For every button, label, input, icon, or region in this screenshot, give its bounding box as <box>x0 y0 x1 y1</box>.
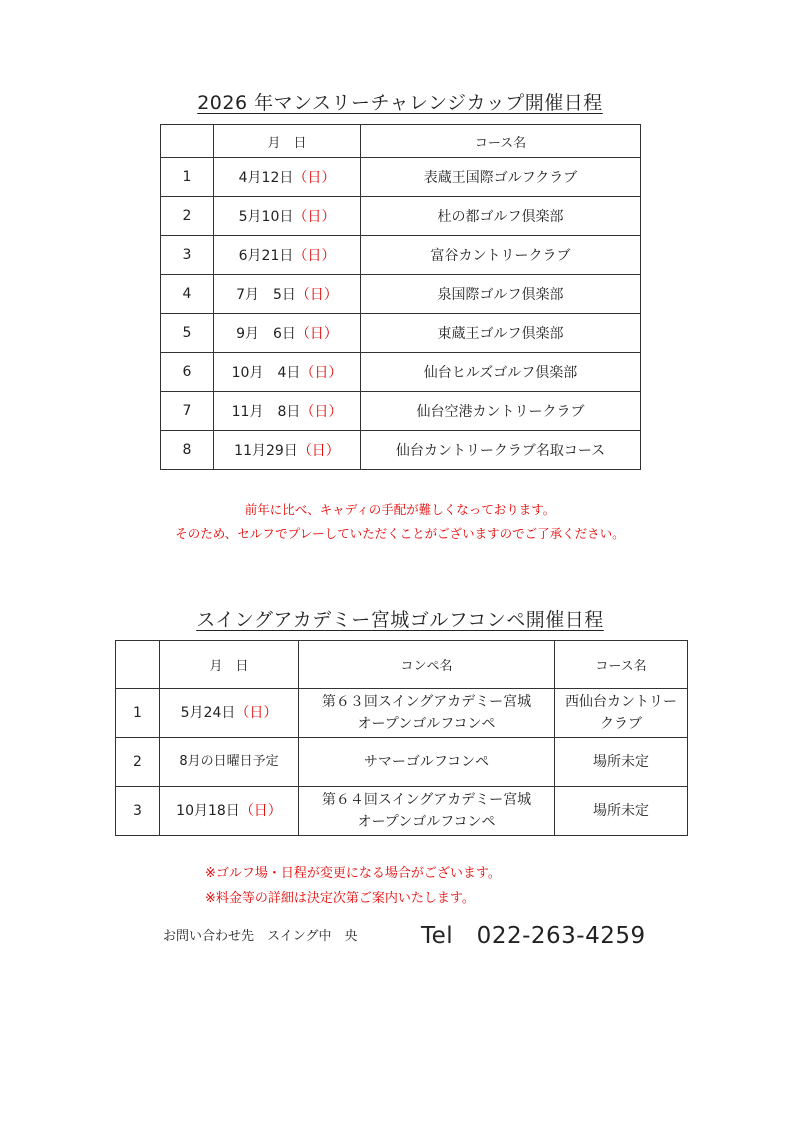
row-course: 場所未定 <box>555 738 688 787</box>
row-no: 3 <box>116 787 160 836</box>
table-row <box>161 353 641 392</box>
row-name: 第６３回スイングアカデミー宮城 オープンゴルフコンペ <box>299 689 555 738</box>
row-no: 5 <box>161 314 214 353</box>
monthly-schedule-table <box>160 124 641 470</box>
monthly-title: 2026 年マンスリーチャレンジカップ開催日程 <box>197 92 603 114</box>
table-header-row <box>116 641 688 689</box>
row-date: 7月 5日（日） <box>214 275 361 314</box>
table-row <box>161 236 641 275</box>
row-date: 4月12日（日） <box>214 158 361 197</box>
row-no: 6 <box>161 353 214 392</box>
table-row <box>161 275 641 314</box>
row-no: 7 <box>161 392 214 431</box>
caddie-notice-line2: そのため、セルフでプレーしていただくことがございますのでご了承ください。 <box>175 526 625 541</box>
row-name: 第６４回スイングアカデミー宮城 オープンゴルフコンペ <box>299 787 555 836</box>
row-course: 西仙台カントリー クラブ <box>555 689 688 738</box>
row-no: 8 <box>161 431 214 470</box>
row-no: 2 <box>161 197 214 236</box>
row-date: 8月の日曜日予定 <box>160 738 299 787</box>
row-course: 東蔵王ゴルフ倶楽部 <box>361 314 641 353</box>
header-date: 月 日 <box>214 125 361 158</box>
row-date: 10月 4日（日） <box>214 353 361 392</box>
row-course: 泉国際ゴルフ倶楽部 <box>361 275 641 314</box>
competition-title: スイングアカデミー宮城ゴルフコンペ開催日程 <box>196 609 604 631</box>
row-course: 表蔵王国際ゴルフクラブ <box>361 158 641 197</box>
table-row <box>161 158 641 197</box>
table-header-row <box>161 125 641 158</box>
table-row <box>161 431 641 470</box>
header-name: コンペ名 <box>299 641 555 689</box>
header-course: コース名 <box>361 125 641 158</box>
table-row <box>161 314 641 353</box>
row-date: 10月18日（日） <box>160 787 299 836</box>
change-notice: ※ゴルフ場・日程が変更になる場合がございます。 <box>205 866 501 881</box>
row-no: 1 <box>161 158 214 197</box>
row-course: 杜の都ゴルフ倶楽部 <box>361 197 641 236</box>
header-no <box>116 641 160 689</box>
row-date: 5月10日（日） <box>214 197 361 236</box>
row-no: 1 <box>116 689 160 738</box>
row-date: 11月29日（日） <box>214 431 361 470</box>
row-date: 11月 8日（日） <box>214 392 361 431</box>
row-date: 6月21日（日） <box>214 236 361 275</box>
row-course: 仙台空港カントリークラブ <box>361 392 641 431</box>
header-date: 月 日 <box>160 641 299 689</box>
contact-tel: Tel 022-263-4259 <box>421 923 646 949</box>
table-row <box>161 392 641 431</box>
header-course: コース名 <box>555 641 688 689</box>
row-no: 4 <box>161 275 214 314</box>
contact-label: お問い合わせ先 スイング中 央 <box>163 929 358 944</box>
row-course: 仙台ヒルズゴルフ倶楽部 <box>361 353 641 392</box>
row-name: サマーゴルフコンペ <box>299 738 555 787</box>
row-course: 仙台カントリークラブ名取コース <box>361 431 641 470</box>
row-no: 3 <box>161 236 214 275</box>
row-no: 2 <box>116 738 160 787</box>
table-row <box>116 787 688 836</box>
table-row <box>116 738 688 787</box>
table-row <box>116 689 688 738</box>
row-date: 5月24日（日） <box>160 689 299 738</box>
fee-notice: ※料金等の詳細は決定次第ご案内いたします。 <box>205 891 475 906</box>
row-course: 富谷カントリークラブ <box>361 236 641 275</box>
caddie-notice-line1: 前年に比べ、キャディの手配が難しくなっております。 <box>244 502 556 517</box>
competition-schedule-table <box>115 640 688 836</box>
row-course: 場所未定 <box>555 787 688 836</box>
header-no <box>161 125 214 158</box>
row-date: 9月 6日（日） <box>214 314 361 353</box>
table-row <box>161 197 641 236</box>
